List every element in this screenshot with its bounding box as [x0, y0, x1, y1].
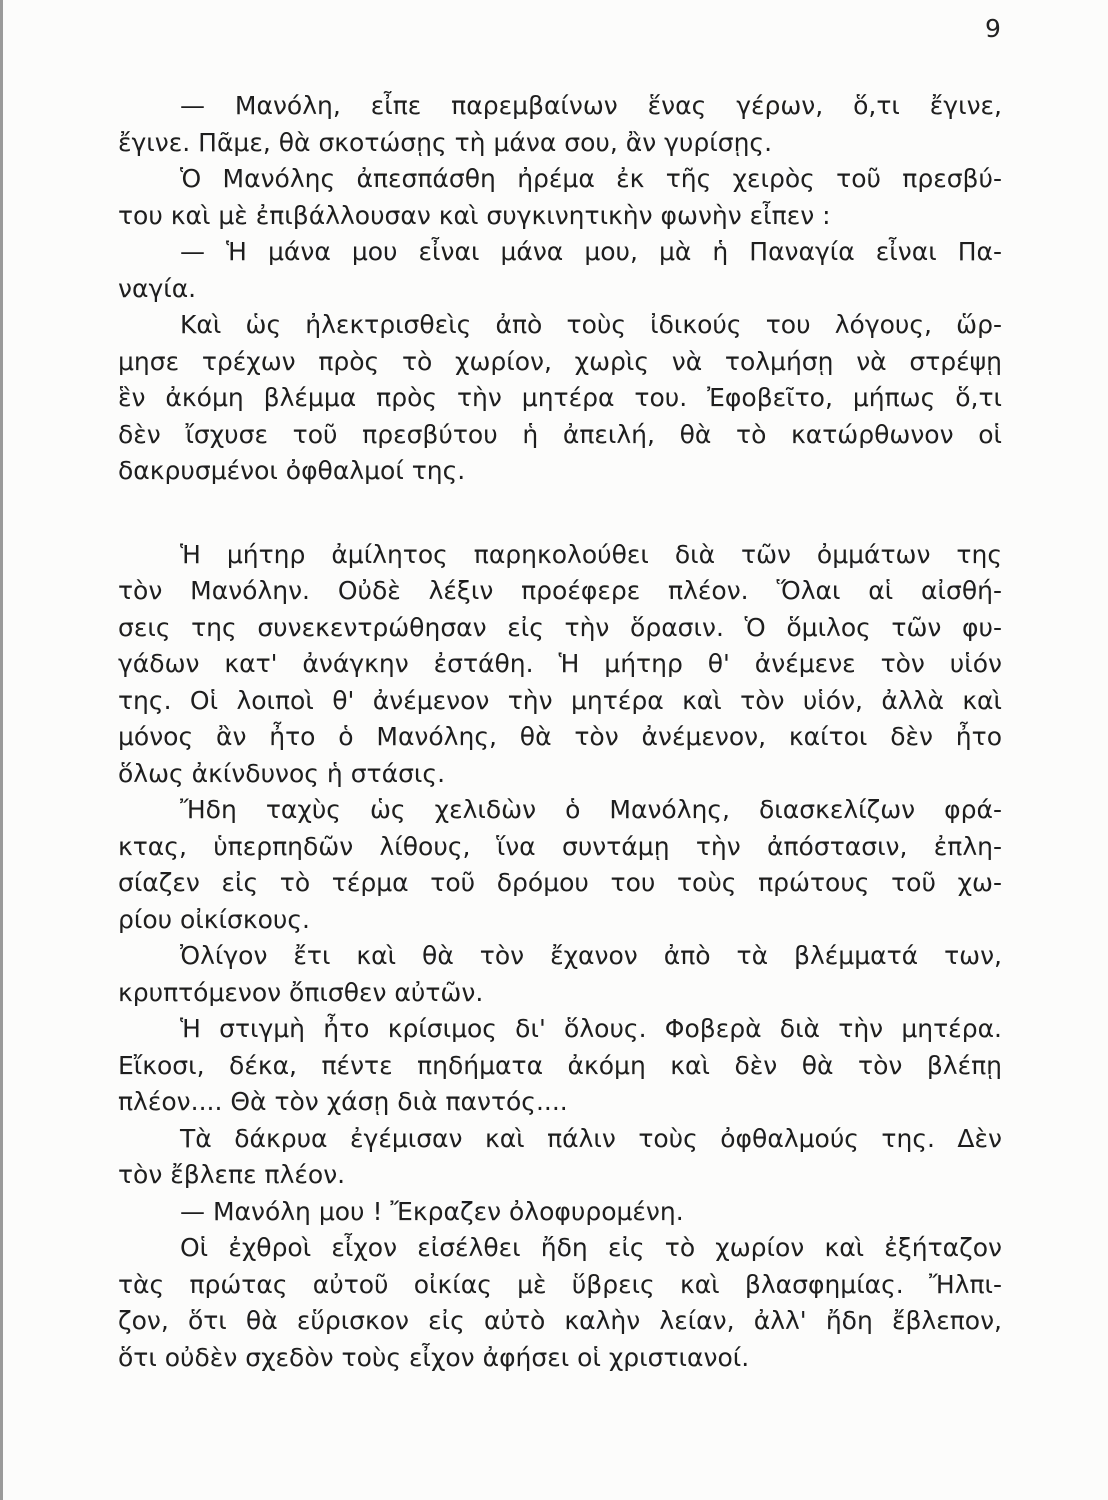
text-line: τὰς πρώτας αὐτοῦ οἰκίας μὲ ὕβρεις καὶ βλασφημίας. Ἤλπι-	[118, 1269, 1002, 1299]
text-line: σίαζεν εἰς τὸ τέρμα τοῦ δρόμου του τοὺς πρώτους τοῦ χω-	[118, 868, 1002, 897]
page-edge	[0, 0, 3, 1500]
page-body-text	[118, 88, 1002, 1376]
text-line: ναγία.	[118, 273, 197, 303]
text-line: ἓν ἀκόμη βλέμμα πρὸς τὴν μητέρα του. Ἐφοβεῖτο, μήπως ὅ,τι	[118, 383, 1002, 412]
text-line: ἔγινε. Πᾶμε, θὰ σκοτώσῃς τὴ μάνα σου, ἂν γυρίσῃς.	[118, 127, 773, 157]
text-line: Καὶ ὡς ἠλεκτρισθεὶς ἀπὸ τοὺς ἰδικούς του λόγους, ὥρ-	[180, 310, 1002, 339]
text-line: Ὁ Μανόλης ἀπεσπάσθη ἠρέμα ἐκ τῆς χειρὸς τοῦ πρεσβύ-	[180, 164, 1002, 193]
text-line: κρυπτόμενον ὄπισθεν αὐτῶν.	[118, 977, 484, 1007]
text-line: μόνος ἂν ἦτο ὁ Μανόλης, θὰ τὸν ἀνέμενον, καίτοι δὲν ἦτο	[118, 722, 1002, 751]
text-line: Ἤδη ταχὺς ὡς χελιδὼν ὁ Μανόλης, διασκελίζων φρά-	[180, 795, 1002, 824]
text-line: κτας, ὑπερπηδῶν λίθους, ἵνα συντάμῃ τὴν ἀπόστασιν, ἐπλη-	[118, 831, 1002, 861]
text-line: Οἱ ἐχθροὶ εἶχον εἰσέλθει ἤδη εἰς τὸ χωρίον καὶ ἐξήταζον	[180, 1233, 1002, 1262]
text-line: γάδων κατ' ἀνάγκην ἐστάθη. Ἡ μήτηρ θ' ἀνέμενε τὸν υἱόν	[118, 649, 1002, 678]
text-line: ζον, ὅτι θὰ εὕρισκον εἰς αὐτὸ καλὴν λείαν, ἀλλ' ἤδη ἔβλεπον,	[118, 1306, 1002, 1335]
text-line: ὅλως ἀκίνδυνος ἡ στάσις.	[118, 758, 446, 788]
text-line: του καὶ μὲ ἐπιβάλλουσαν καὶ συγκινητικὴν φωνὴν εἶπεν :	[118, 200, 831, 230]
text-line: δακρυσμένοι ὀφθαλμοί της.	[118, 456, 466, 485]
text-line: Τὰ δάκρυα ἐγέμισαν καὶ πάλιν τοὺς ὀφθαλμούς της. Δὲν	[180, 1123, 1002, 1153]
text-line: μησε τρέχων πρὸς τὸ χωρίον, χωρὶς νὰ τολμήσῃ νὰ στρέψῃ	[118, 346, 1002, 376]
text-line: ρίου οἰκίσκους.	[118, 904, 310, 934]
text-line: — Ἡ μάνα μου εἶναι μάνα μου, μὰ ἡ Παναγία εἶναι Πα-	[180, 237, 1002, 266]
text-line: Ὀλίγον ἔτι καὶ θὰ τὸν ἔχανον ἀπὸ τὰ βλέμματά των,	[180, 941, 1002, 970]
text-line: της. Οἱ λοιποὶ θ' ἀνέμενον τὴν μητέρα καὶ τὸν υἱόν, ἀλλὰ καὶ	[118, 685, 1002, 715]
text-line: — Μανόλη μου ! Ἔκραζεν ὀλοφυρομένη.	[180, 1196, 684, 1226]
text-line: — Μανόλη, εἶπε παρεμβαίνων ἕνας γέρων, ὅ,τι ἔγινε,	[180, 91, 1002, 120]
text-line: σεις της συνεκεντρώθησαν εἰς τὴν ὅρασιν. Ὁ ὅμιλος τῶν φυ-	[118, 612, 1002, 642]
page-number: 9	[985, 14, 1001, 43]
text-line: τὸν Μανόλην. Οὐδὲ λέξιν προέφερε πλέον. Ὅλαι αἱ αἰσθή-	[118, 576, 1002, 605]
text-line: Εἴκοσι, δέκα, πέντε πηδήματα ἀκόμη καὶ δὲν θὰ τὸν βλέπῃ	[118, 1050, 1002, 1080]
text-line: τὸν ἔβλεπε πλέον.	[118, 1160, 346, 1189]
text-line: Ἡ μήτηρ ἀμίλητος παρηκολούθει διὰ τῶν ὀμμάτων της	[180, 539, 1002, 569]
text-line: ὅτι οὐδὲν σχεδὸν τοὺς εἶχον ἀφήσει οἱ χριστιανοί.	[118, 1342, 750, 1372]
text-line: δὲν ἴσχυσε τοῦ πρεσβύτου ἡ ἀπειλή, θὰ τὸ κατώρθωνον οἱ	[118, 419, 1002, 449]
text-line: Ἡ στιγμὴ ἦτο κρίσιμος δι' ὅλους. Φοβερὰ διὰ τὴν μητέρα.	[180, 1014, 1002, 1043]
section-break	[118, 490, 1002, 537]
text-line: πλέον.... Θὰ τὸν χάσῃ διὰ παντός....	[118, 1087, 568, 1116]
